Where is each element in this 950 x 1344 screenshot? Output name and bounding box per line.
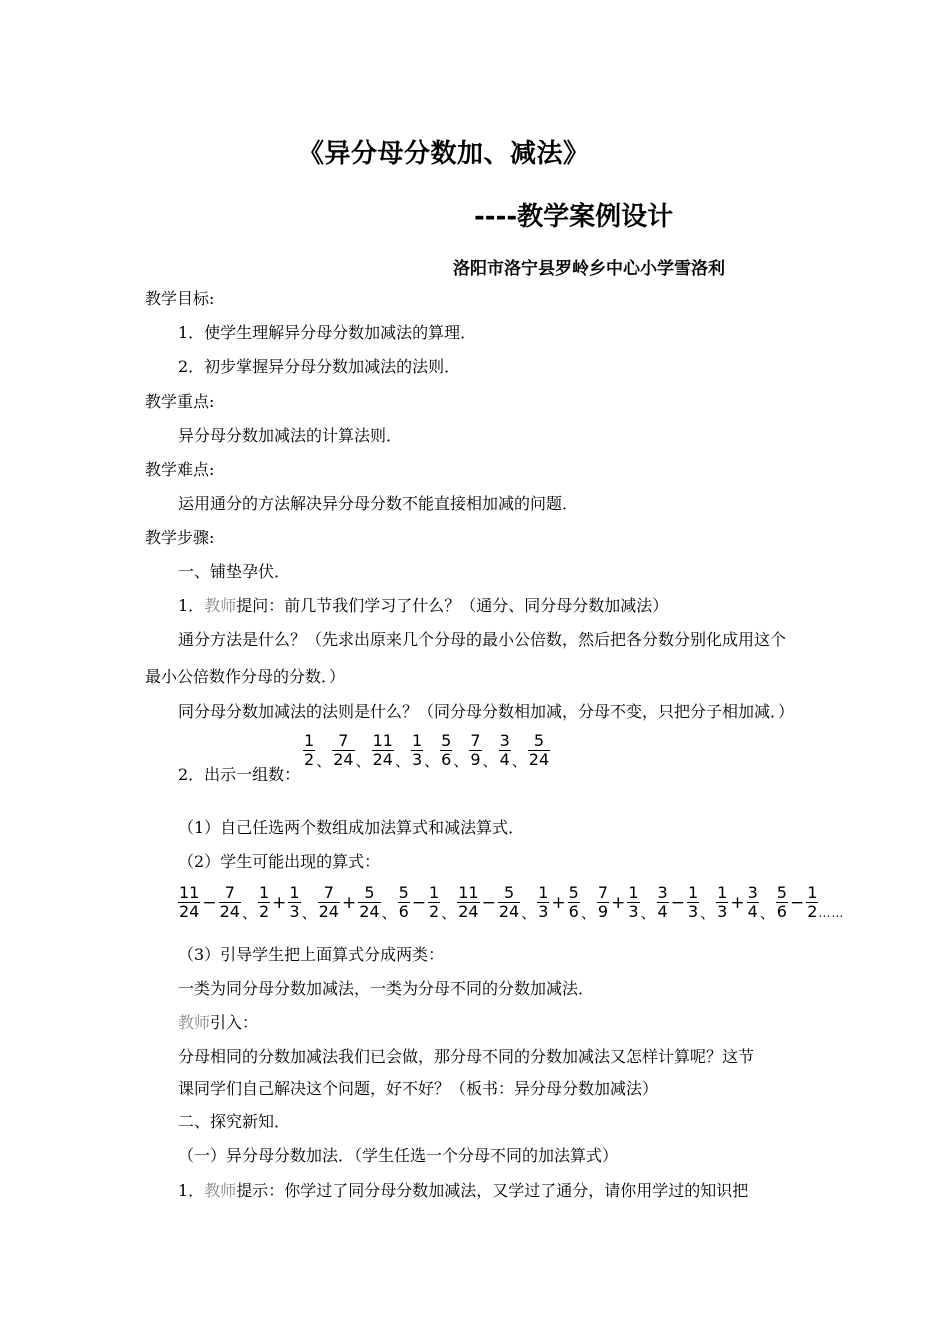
document-subtitle: ----教学案例设计: [474, 202, 674, 232]
separator: 、: [521, 904, 537, 922]
fraction: [318, 884, 340, 921]
fraction-denominator: 2: [304, 750, 315, 769]
fraction: [716, 884, 728, 921]
fraction-denominator: 24: [179, 902, 200, 921]
fraction-numerator: 1: [411, 731, 423, 750]
operator: −: [670, 892, 685, 913]
sub-item-3: （3）引导学生把上面算式分成两类：: [178, 945, 445, 964]
fraction-denominator: 4: [657, 902, 668, 921]
show-numbers-label: 2．出示一组数：: [178, 765, 301, 784]
fraction: [469, 732, 481, 769]
fraction: [537, 884, 549, 921]
fraction: [806, 884, 818, 921]
fraction: [568, 884, 580, 921]
goal-heading: 教学目标:: [145, 289, 215, 308]
fraction-numerator: 1: [717, 883, 728, 902]
fraction: [372, 732, 394, 769]
intro-line-2: 课同学们自己解决这个问题，好不好？（板书：异分母分数加减法）: [178, 1079, 659, 1098]
step1-heading: 一、铺垫孕伏．: [178, 562, 291, 581]
fraction-numerator: 5: [398, 883, 409, 902]
key-heading: 教学重点:: [145, 392, 215, 411]
fraction-denominator: 24: [458, 902, 479, 921]
fraction: [498, 884, 520, 921]
fraction: [747, 884, 759, 921]
separator: 、: [394, 752, 410, 770]
fraction-numerator: 7: [338, 731, 349, 750]
fraction-denominator: 6: [568, 902, 579, 921]
fraction-denominator: 3: [411, 750, 423, 769]
question-1: [178, 596, 668, 616]
separator: 、: [424, 752, 440, 770]
fraction-numerator: 5: [533, 731, 545, 750]
fraction: [288, 884, 300, 921]
fraction: [332, 732, 354, 769]
separator: 、: [482, 752, 498, 770]
intro-label: 引入：: [210, 1013, 259, 1032]
fraction: [528, 732, 550, 769]
fraction-numerator: 7: [470, 731, 481, 750]
goal-item-2: 2．初步掌握异分母分数加减法的法则．: [178, 357, 461, 376]
fraction: [358, 884, 380, 921]
question-2-line-2: 最小公倍数作分母的分数．）: [145, 667, 346, 686]
expression-list: [178, 884, 844, 921]
fraction: [597, 884, 609, 921]
separator: 、: [511, 752, 527, 770]
question-1-number: 1．: [178, 596, 205, 615]
operator: +: [611, 892, 626, 913]
step2-heading: 二、探究新知．: [178, 1112, 291, 1131]
fraction-numerator: 1: [807, 883, 818, 902]
fraction: [428, 884, 440, 921]
fraction-denominator: 3: [717, 902, 728, 921]
fraction-numerator: 11: [458, 883, 479, 902]
fraction-denominator: 3: [687, 902, 699, 921]
question-3: 同分母分数加减法的法则是什么？（同分母分数相加减，分母不变，只把分子相加减．）: [178, 702, 795, 721]
separator: 、: [355, 752, 371, 770]
fraction: [776, 884, 788, 921]
fraction: [627, 884, 639, 921]
fraction-denominator: 9: [470, 750, 481, 769]
fraction-numerator: 5: [441, 731, 452, 750]
key-text: 异分母分数加减法的计算法则．: [178, 426, 403, 445]
teacher-label: 教师: [204, 596, 237, 615]
steps-heading: 教学步骤:: [145, 528, 215, 547]
fraction-denominator: 24: [359, 902, 380, 921]
fraction: [398, 884, 410, 921]
operator: +: [551, 892, 566, 913]
separator: 、: [640, 904, 656, 922]
separator: 、: [316, 752, 332, 770]
teacher-label: 教师: [204, 1181, 237, 1200]
fraction-numerator: 1: [538, 883, 549, 902]
fraction-numerator: 7: [323, 883, 334, 902]
fraction-numerator: 1: [289, 883, 300, 902]
separator: 、: [441, 904, 457, 922]
author-line: 洛阳市洛宁县罗岭乡中心小学雪洛利: [453, 259, 725, 279]
fraction-denominator: 4: [747, 902, 758, 921]
fraction: [657, 884, 669, 921]
fraction-numerator: 5: [364, 883, 375, 902]
operator: −: [789, 892, 805, 913]
sub-item-2: （2）学生可能出现的算式：: [178, 852, 381, 871]
fraction-numerator: 11: [372, 731, 393, 750]
fraction-denominator: 6: [398, 902, 409, 921]
hint-line: [178, 1181, 748, 1201]
teacher-label: 教师: [178, 1013, 211, 1032]
operator: −: [411, 892, 427, 913]
ellipsis: ……: [818, 905, 845, 920]
separator: 、: [453, 752, 469, 770]
separator: 、: [580, 904, 596, 922]
sub-item-1: （1）自己任选两个数组成加法算式和减法算式．: [178, 818, 525, 837]
fraction-denominator: 2: [429, 902, 440, 921]
fraction-numerator: 5: [568, 883, 579, 902]
operator: +: [341, 892, 357, 913]
fraction-denominator: 24: [372, 750, 393, 769]
fraction-denominator: 6: [776, 902, 787, 921]
separator: 、: [241, 904, 257, 922]
question-2-line-1: 通分方法是什么？（先求出原来几个分母的最小公倍数，然后把各分数分别化成用这个: [178, 630, 787, 649]
fraction-denominator: 3: [628, 902, 639, 921]
difficulty-text: 运用通分的方法解决异分母分数不能直接相加减的问题．: [178, 494, 579, 513]
fraction: [687, 884, 699, 921]
operator: +: [730, 892, 745, 913]
separator: 、: [759, 904, 775, 922]
operator: −: [481, 892, 496, 913]
fraction-numerator: 1: [628, 883, 639, 902]
fraction-denominator: 24: [219, 902, 240, 921]
operator: −: [202, 892, 217, 913]
hint-number: 1．: [178, 1181, 205, 1200]
fraction-denominator: 6: [441, 750, 452, 769]
fraction-numerator: 5: [503, 883, 515, 902]
separator: 、: [381, 904, 397, 922]
fraction: [219, 884, 241, 921]
fraction: [178, 884, 200, 921]
difficulty-heading: 教学难点:: [145, 460, 215, 479]
goal-item-1: 1．使学生理解异分母分数加减法的算理．: [178, 323, 477, 342]
fraction-numerator: 7: [224, 883, 235, 902]
fraction: [303, 732, 315, 769]
classify-text: 一类为同分母分数加减法，一类为分母不同的分数加减法．: [178, 979, 595, 998]
fraction-denominator: 24: [333, 750, 354, 769]
fraction: [457, 884, 479, 921]
operator: +: [272, 892, 287, 913]
fraction-numerator: 1: [304, 731, 315, 750]
fraction-denominator: 2: [807, 902, 818, 921]
fraction-denominator: 24: [528, 750, 550, 769]
document-title: 《异分母分数加、减法》: [298, 139, 590, 169]
question-1-text: 提问：前几节我们学习了什么？（通分、同分母分数加减法）: [236, 596, 669, 615]
fraction: [411, 732, 423, 769]
fraction: [499, 732, 511, 769]
fraction-numerator: 1: [687, 883, 699, 902]
separator: 、: [700, 904, 716, 922]
fraction: [258, 884, 270, 921]
fraction-denominator: 24: [498, 902, 520, 921]
fraction-numerator: 5: [776, 883, 787, 902]
separator: 、: [301, 904, 317, 922]
number-list: [303, 732, 550, 769]
fraction-numerator: 11: [179, 883, 200, 902]
fraction-denominator: 2: [258, 902, 270, 921]
fraction-numerator: 1: [258, 883, 270, 902]
teacher-intro: [178, 1013, 258, 1033]
fraction-denominator: 24: [318, 902, 339, 921]
hint-text: 提示：你学过了同分母分数加减法，又学过了通分，请你用学过的知识把: [236, 1181, 749, 1200]
fraction-denominator: 4: [499, 750, 510, 769]
fraction: [440, 732, 452, 769]
fraction-numerator: 3: [657, 883, 668, 902]
intro-line-1: 分母相同的分数加减法我们已会做，那分母不同的分数加减法又怎样计算呢？这节: [178, 1047, 755, 1066]
fraction-denominator: 9: [597, 902, 609, 921]
fraction-numerator: 1: [429, 883, 440, 902]
fraction-denominator: 3: [289, 902, 300, 921]
fraction-denominator: 3: [538, 902, 549, 921]
fraction-numerator: 3: [499, 731, 510, 750]
fraction-numerator: 3: [747, 883, 758, 902]
part-1-heading: （一）异分母分数加法．（学生任选一个分母不同的加法算式）: [178, 1146, 619, 1165]
fraction-numerator: 7: [597, 883, 609, 902]
